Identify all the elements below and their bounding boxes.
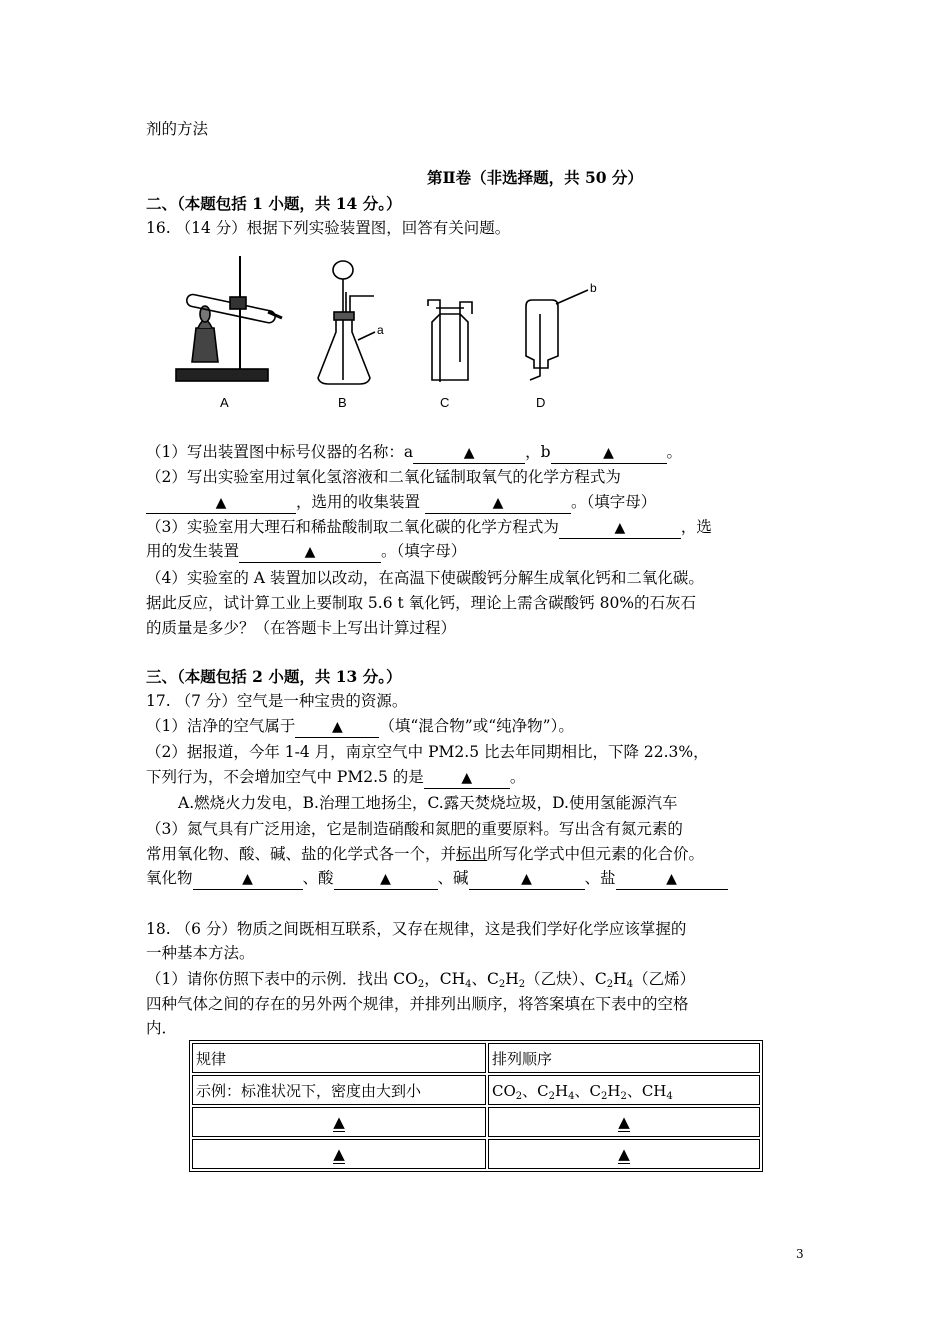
apparatus-c xyxy=(428,300,472,382)
section-title: 第Ⅱ卷（非选择题，共 50 分） xyxy=(427,168,643,187)
part3-header: 三、（本题包括 2 小题，共 13 分。） xyxy=(146,667,402,686)
q17-stem: 17. （7 分）空气是一种宝贵的资源。 xyxy=(146,692,408,710)
q16-part4-line3: 的质量是多少？（在答题卡上写出计算过程） xyxy=(146,619,457,637)
carryover-text: 剂的方法 xyxy=(146,120,209,138)
answer-blank-a[interactable]: ▲ xyxy=(413,442,525,464)
q18-part1-line1: （1）请你仿照下表中的示例．找出 $CO_2$，$CH_4$、$C_2H_2$（乙炔）、$C_2H_4$（乙烯） xyxy=(146,970,696,990)
q17-part3-line2: 常用氧化物、酸、碱、盐的化学式各一个，并标出所写化学式中但元素的化合价。 xyxy=(146,845,705,863)
example-rule: 示例：标准状况下，密度由大到小 xyxy=(192,1075,486,1105)
page-number: 3 xyxy=(796,1247,804,1261)
q16-stem: 16. （14 分）根据下列实验装置图，回答有关问题。 xyxy=(146,219,511,237)
label-B: B xyxy=(338,395,347,410)
answer-order-1[interactable]: ▲ xyxy=(488,1107,760,1137)
q16-part2-line2: ▲ ，选用的收集装置 ▲ 。（填字母） xyxy=(146,491,656,514)
answer-blank-pm25[interactable]: ▲ xyxy=(424,767,510,789)
answer-blank-base[interactable]: ▲ xyxy=(469,868,585,890)
answer-blank-oxide[interactable]: ▲ xyxy=(193,868,303,890)
q18-part1-line2: 四种气体之间的存在的另外两个规律，并排列出顺序，将答案填在下表中的空格 xyxy=(146,995,689,1013)
q16-part4-line1: （4）实验室的 A 装置加以改动，在高温下使碳酸钙分解生成氧化钙和二氧化碳。 xyxy=(146,569,704,587)
table-row-example xyxy=(192,1075,760,1105)
header-rule: 规律 xyxy=(192,1043,486,1073)
q17-part1: （1）洁净的空气属于 ▲ （填“混合物”或“纯净物”）。 xyxy=(146,715,574,738)
label-A: A xyxy=(220,395,229,410)
q17-options: A.燃烧火力发电，B.治理工地扬尘，C.露天焚烧垃圾，D.使用氢能源汽车 xyxy=(178,794,678,812)
label-b-mark: b xyxy=(590,281,597,295)
table-row xyxy=(192,1139,760,1169)
label-D: D xyxy=(536,395,546,410)
answer-rule-1[interactable]: ▲ xyxy=(192,1107,486,1137)
answer-blank-o2-equation[interactable]: ▲ xyxy=(146,492,296,514)
q16-part3-line2: 用的发生装置 ▲ 。（填字母） xyxy=(146,540,466,563)
apparatus-d xyxy=(526,290,588,380)
part2-header: 二、（本题包括 1 小题，共 14 分。） xyxy=(146,194,402,213)
apparatus-a xyxy=(176,256,282,381)
q17-part3-line1: （3）氮气具有广泛用途，它是制造硝酸和氮肥的重要原料。写出含有氮元素的 xyxy=(146,820,683,838)
answer-rule-2[interactable]: ▲ xyxy=(192,1139,486,1169)
answer-blank-air-type[interactable]: ▲ xyxy=(295,716,379,738)
q16-part1: （1）写出装置图中标号仪器的名称：a ▲ ，b ▲ 。 xyxy=(146,441,682,464)
answer-blank-b[interactable]: ▲ xyxy=(551,442,667,464)
q18-line2: 一种基本方法。 xyxy=(146,944,255,962)
table-row xyxy=(192,1107,760,1137)
label-a-mark: a xyxy=(377,323,384,337)
answer-blank-co2-equation[interactable]: ▲ xyxy=(559,517,681,539)
answer-blank-acid[interactable]: ▲ xyxy=(334,868,438,890)
answer-blank-salt[interactable]: ▲ xyxy=(616,868,728,890)
q17-part2-line1: （2）据报道，今年 1-4 月，南京空气中 PM2.5 比去年同期相比，下降 22.3%， xyxy=(146,743,709,761)
q18-part1-line3: 内． xyxy=(146,1019,178,1037)
table-header-row xyxy=(192,1043,760,1073)
answer-blank-collect-device[interactable]: ▲ xyxy=(425,492,571,514)
apparatus-figure xyxy=(168,252,608,412)
rules-table xyxy=(189,1040,763,1172)
example-order: $CO_2$、$C_2H_4$、$C_2H_2$、$CH_4$ xyxy=(488,1075,760,1105)
q17-part2-line2: 下列行为，不会增加空气中 PM2.5 的是 ▲ 。 xyxy=(146,766,525,789)
q16-part3-line1: （3）实验室用大理石和稀盐酸制取二氧化碳的化学方程式为 ▲ ，选 xyxy=(146,516,712,539)
q17-part3-answers: 氧化物 ▲ 、酸 ▲ 、碱 ▲ 、盐 ▲ xyxy=(146,867,728,890)
q16-part4-line2: 据此反应，试计算工业上要制取 5.6 t 氧化钙，理论上需含碳酸钙 80%的石灰石 xyxy=(146,594,697,612)
q16-part2-line1: （2）写出实验室用过氧化氢溶液和二氧化锰制取氧气的化学方程式为 xyxy=(146,468,621,486)
apparatus-b xyxy=(318,261,375,384)
answer-order-2[interactable]: ▲ xyxy=(488,1139,760,1169)
label-C: C xyxy=(440,395,450,410)
answer-blank-gen-device[interactable]: ▲ xyxy=(239,541,381,563)
header-order: 排列顺序 xyxy=(488,1043,760,1073)
q18-line1: 18. （6 分）物质之间既相互联系，又存在规律，这是我们学好化学应该掌握的 xyxy=(146,920,687,938)
